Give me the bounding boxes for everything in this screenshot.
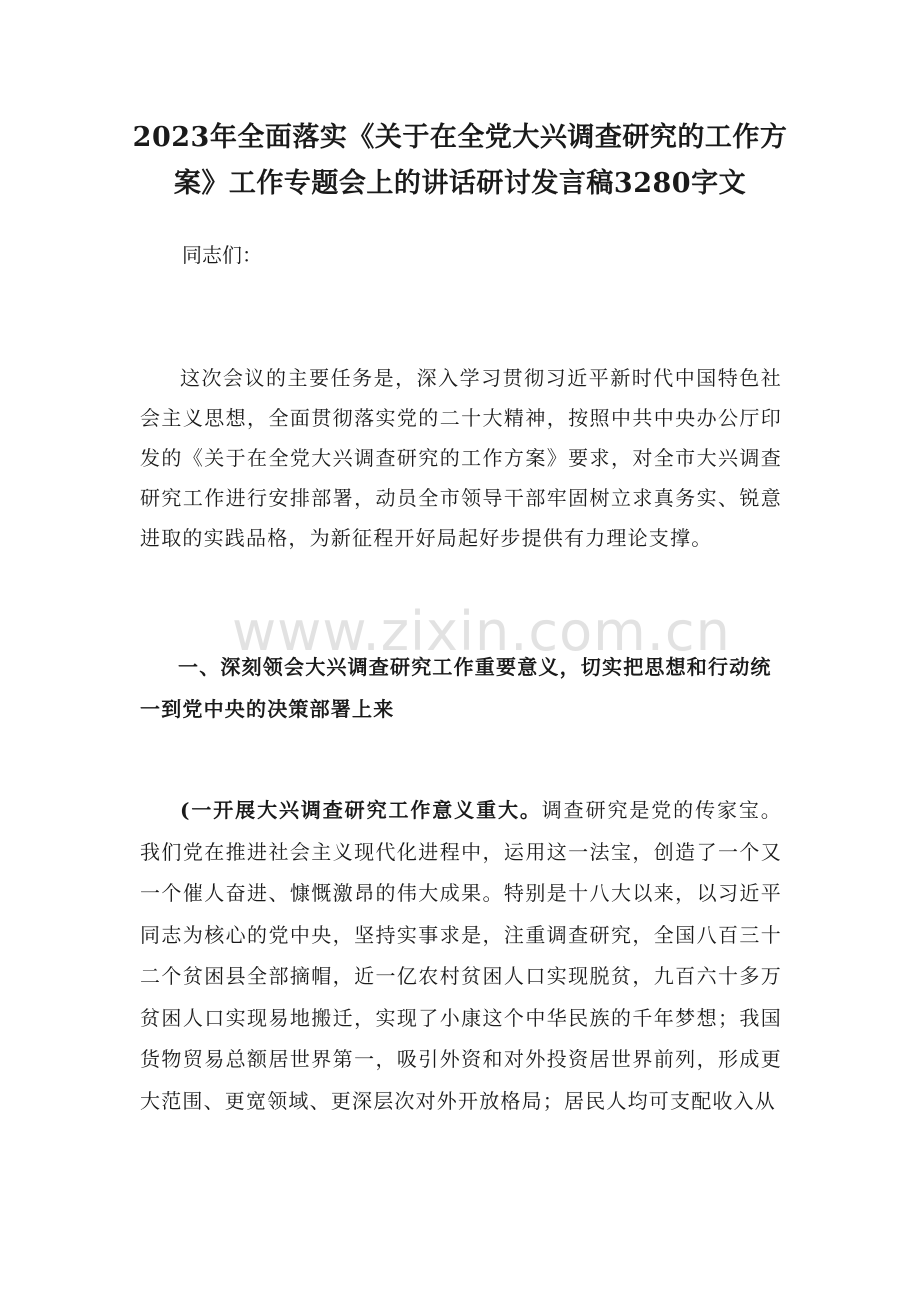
salutation: 同志们：	[182, 243, 262, 267]
paragraph-section-1-1	[140, 790, 782, 1122]
section-heading-1: 一、深刻领会大兴调查研究工作重要意义，切实把思想和行动统一到党中央的决策部署上来	[140, 655, 772, 721]
paragraph-intro: 这次会议的主要任务是，深入学习贯彻习近平新时代中国特色社会主义思想，全面贯彻落实党的二十大精神，按照中共中央办公厅印发的《关于在全党大兴调查研究的工作方案》要求，对全市大兴调查研究工作进行安排部署，动员全市领导干部牢固树立求真务实、锐意进取的实践品格，为新征程开好局起好步提供有力理论支撑。	[140, 366, 782, 550]
subsection-lead: (一开展大兴调查研究工作意义重大。	[180, 798, 542, 822]
document-title: 2023年全面落实《关于在全党大兴调查研究的工作方案》工作专题会上的讲话研讨发言稿3280字文	[132, 122, 788, 199]
paragraph-body: 调查研究是党的传家宝。我们党在推进社会主义现代化进程中，运用这一法宝，创造了一个又一个催人奋进、慷慨激昂的伟大成果。特别是十八大以来，以习近平同志为核心的党中央，坚持实事求是，注重调查研究，全国八百三十二个贫困县全部摘帽，近一亿农村贫困人口实现脱贫，九百六十多万贫困人口实现易地搬迁，实现了小康这个中华民族的千年梦想；我国货物贸易总额居世界第一，吸引外资和对外投资居世界前列，形成更大范围、更宽领域、更深层次对外开放格局；居民人均可支配收入从	[140, 798, 782, 1113]
watermark-text: www.zixin.com.cn	[232, 600, 731, 663]
